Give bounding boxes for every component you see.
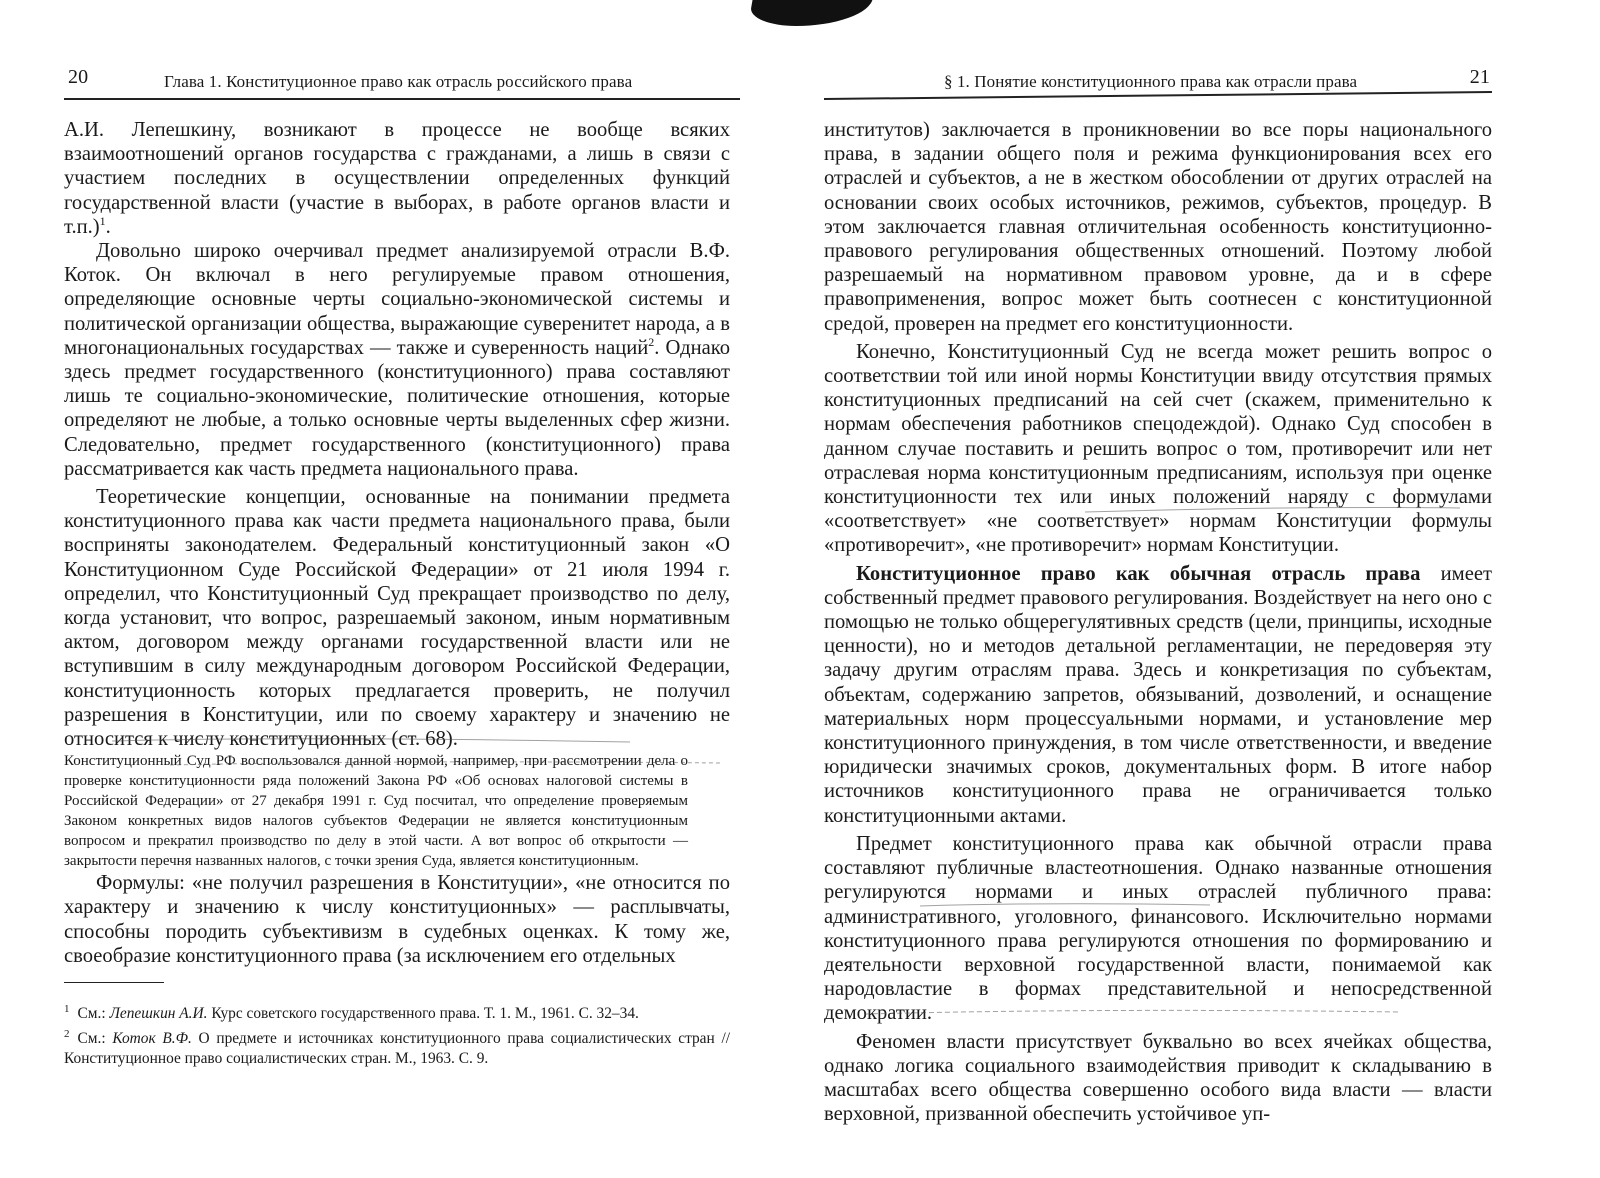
example-block: Конституционный Суд РФ воспользовался данной нормой, например, при рассмотрении дела о проверке конституционности ряда положений Закона РФ «Об основах налоговой системы в Российской Федерации» от 27 декабря 1991 г. Суд посчитал, что определение проверяемым Законом конкретных видов налогов субъектов Федерации не является конституционным вопросом и прекратил производство по делу в этой части. А вот вопрос об открытости — закрытости перечня названных налогов, с точки зрения Суда, является конституционным. bbox=[64, 753, 688, 870]
paragraph: Довольно широко очерчивал предмет анализируемой отрасли В.Ф. Коток. Он включал в него регулируемые правом отношения, определяющие основные черты социально-экономической системы и политической организации общества, выражающие суверенитет народа, а в многонациональных государствах — также и суверенность наций$^2$. Однако здесь предмет государственного (конституционного) права составляют лишь те социально-экономические, политические отношения, которые определяют не любые, а только основные черты выделенных сфер жизни. Следовательно, предмет государственного (конституционного) права рассматривается как часть предмета национального права. bbox=[64, 240, 730, 480]
footnote: $^1$ См.: Лепешкин А.И. Курс советского государственного права. Т. 1. М., 1961. С. 32–34. bbox=[64, 1003, 639, 1023]
footnote-rule bbox=[64, 982, 164, 983]
page-number: 21 bbox=[1469, 66, 1490, 88]
paragraph: А.И. Лепешкину, возникают в процессе не вообще всяких взаимоотношений органов государства с гражданами, а лишь в связи с участием последних в осуществлении определенных функций государственной власти (участие в выборах, в работе органов власти и т.п.)$^1$. bbox=[64, 119, 730, 238]
paragraph: Конституционное право как обычная отрасль права имеет собственный предмет правового регулирования. Воздействует на него оно с помощью не только общерегулятивных средств (цели, принципы, исходные ценности), но и методов детальной регламентации, не передоверяя эту задачу другим отраслям права. Здесь и конкретизация по субъектам, объектам, содержанию запретов, обязываний, дозволений, и оснащение материальных норм процессуальными нормами, и установление мер конституционного принуждения, в том числе ответственности, и введение юридически значимых сроков, документальных форм. В итоге набор источников конституционного права не ограничивается только конституционными актами. bbox=[824, 562, 1492, 827]
paragraph: институтов) заключается в проникновении во все поры национального права, в задании общего поля и режима функционирования всех его отраслей и субъектов, а не в жестком обособлении от других отраслей на основании своих особых источников, режимов, субъектов, процедур. В этом заключается главная отличительная особенность конституционно-правового регулирования общественных отношений. Поэтому любой разрешаемый на нормативном правовом уровне, да и в сфере правоприменения, вопрос может быть соотнесен с конституционной средой, проверен на предмет его конституционности. bbox=[824, 119, 1492, 335]
paragraph: Формулы: «не получил разрешения в Конституции», «не относится по характеру и значению к числу конституционных» — расплывчаты, способны породить субъективизм в судебных оценках. К тому же, своеобразие конституционного права (за исключением его отдельных bbox=[64, 872, 730, 967]
right-page bbox=[824, 62, 1514, 1162]
left-page bbox=[64, 62, 740, 1162]
left-body bbox=[64, 118, 730, 1069]
running-title: § 1. Понятие конституционного права как отрасли права bbox=[944, 72, 1358, 91]
paragraph: Феномен власти присутствует буквально во всех ячейках общества, однако логика социального взаимодействия приводит к складыванию в масштабах всего общества совершенно особого вида власти — власти верховной, призванной обеспечить устойчивое уп- bbox=[824, 1030, 1492, 1126]
book-binding-shadow bbox=[748, 0, 876, 26]
right-body bbox=[824, 118, 1492, 1126]
footnote: $^2$ См.: Коток В.Ф. О предмете и источниках конституционного права социалистических стран // Конституционное право социалистических стран. М., 1963. С. 9. bbox=[64, 1028, 730, 1068]
paragraph: Конечно, Конституционный Суд не всегда может решить вопрос о соответствии той или иной нормы Конституции ввиду отсутствия прямых конституционных предписаний на сей счет (скажем, применительно к нормам обеспечения работников спецодеждой). Однако Суд способен в данном случае поставить и решить вопрос о том, противоречит или нет отраслевая норма конституционным предписаниям, используя при оценке конституционности тех или иных положений наряду с формулами «соответствует» «не соответствует» нормам Конституции формулы «противоречит», «не противоречит» нормам Конституции. bbox=[824, 340, 1492, 557]
page-number: 20 bbox=[68, 66, 89, 88]
footnote-ref: 2 bbox=[648, 334, 655, 349]
paragraph: Теоретические концепции, основанные на понимании предмета конституционного права как части предмета национального права, были восприняты законодателем. Федеральный конституционный закон «О Конституционном Суде Российской Федерации» от 21 июля 1994 г. определил, что Конституционный Суд прекращает производство по делу, когда установит, что вопрос, разрешаемый законом, иным нормативным актом, договором между органами государственной власти или не вступившим в силу международным договором Российской Федерации, конституционность которых предлагается проверить, не получил разрешения в Конституции, или по своему характеру и значению не относится к числу конституционных (ст. 68). bbox=[64, 486, 730, 751]
header-rule bbox=[64, 98, 740, 100]
running-head-left bbox=[64, 62, 740, 96]
paragraph: Предмет конституционного права как обычной отрасли права составляют публичные властеотношения. Однако названные отношения регулируются нормами и иных отраслей публичного права: административного, уголовного, финансового. Исключительно нормами конституционного права регулируются отношения по формированию и деятельности верховной государственной власти, понимаемой как народовластие в формах представительной и непосредственной демократии. bbox=[824, 832, 1492, 1025]
footnote-ref: 1 bbox=[99, 213, 106, 228]
running-title: Глава 1. Конституционное право как отрасль российского права bbox=[164, 72, 633, 91]
